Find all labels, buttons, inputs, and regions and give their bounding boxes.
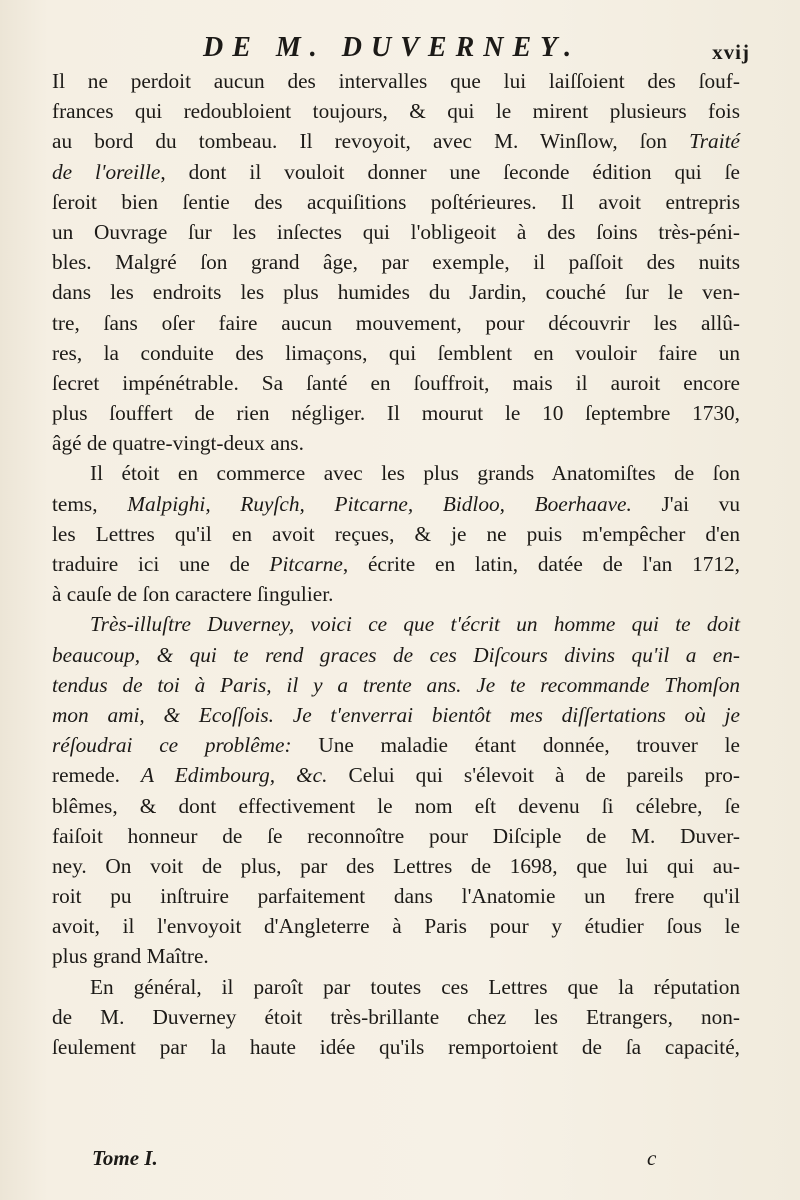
text-segment: au bord du tombeau. Il revoyoit, avec M. Winſlow, ſon (52, 129, 690, 154)
text-line (52, 700, 740, 730)
text-line (52, 217, 740, 247)
text-segment: , dont il vouloit donner une ſeconde édition qui ſe (160, 159, 741, 184)
text-segment: à cauſe de ſon caractere ſingulier. (52, 582, 334, 607)
text-segment: les Lettres qu'il en avoit reçues, & je ne puis m'empêcher d'en (52, 521, 740, 546)
text-segment: ſeulement par la haute idée qu'ils remportoient de ſa capacité, (52, 1035, 740, 1059)
text-segment: plus grand Maître. (52, 944, 209, 969)
text-segment: un Ouvrage ſur les inſectes qui l'obligeoit à des ſoins très-péni- (52, 219, 740, 244)
text-line (52, 941, 740, 971)
text-line (52, 972, 740, 1002)
text-line (52, 519, 740, 549)
text-line (52, 277, 740, 307)
italic-text: Pitcarne (269, 552, 343, 576)
body-text (52, 66, 740, 1062)
text-line (52, 1002, 740, 1032)
text-line (52, 911, 740, 941)
text-line (52, 338, 740, 368)
text-line (52, 579, 740, 609)
text-line (52, 730, 740, 760)
running-title: DE M. DUVERNEY. (203, 32, 581, 63)
text-segment: de M. Duverney étoit très-brillante chez les Etrangers, non- (52, 1004, 740, 1029)
text-line (52, 670, 740, 700)
volume-signature: Tome I. (92, 1146, 158, 1170)
text-line (52, 1032, 740, 1062)
italic-text: A Edimbourg, &c. (141, 763, 328, 788)
text-line (52, 308, 740, 338)
text-segment: ſeroit bien ſentie des acquiſitions poſtérieures. Il avoit entrepris (52, 189, 740, 214)
italic-text: de l'oreille (52, 159, 161, 184)
text-line (52, 187, 740, 217)
text-segment: Il étoit en commerce avec les plus grands Anatomiſtes de ſon (90, 461, 740, 486)
text-segment: dans les endroits les plus humides du Jardin, couché ſur le ven- (52, 280, 740, 305)
text-segment: âgé de quatre-vingt-deux ans. (52, 431, 304, 456)
text-segment: Celui qui s'élevoit à de pareils pro- (327, 763, 740, 788)
text-line (52, 157, 740, 187)
text-line (52, 428, 740, 458)
text-segment: faiſoit honneur de ſe reconnoître pour Diſciple de M. Duver- (52, 823, 740, 848)
text-segment: tems, (52, 491, 128, 516)
text-segment: Une maladie étant donnée, trouver le (291, 733, 741, 758)
italic-text: Traité (689, 129, 740, 154)
text-segment: En général, il paroît par toutes ces Lettres que la réputation (90, 974, 740, 999)
text-segment: tre, ſans oſer faire aucun mouvement, pour découvrir les allû- (52, 310, 740, 335)
page-footer (52, 1146, 692, 1176)
text-line (52, 760, 740, 790)
text-segment: roit pu inſtruire parfaitement dans l'Anatomie un frere qu'il (52, 884, 740, 909)
text-segment: blêmes, & dont effectivement le nom eſt devenu ſi célebre, ſe (52, 793, 740, 818)
page-header (90, 32, 750, 68)
signature-mark: c (647, 1146, 657, 1170)
text-line (52, 368, 740, 398)
text-segment: remede. (52, 763, 142, 788)
text-line (52, 640, 740, 670)
page-number: xvij (712, 40, 750, 64)
italic-text: Très-illuſtre Duverney, voici ce que t'écrit un homme qui te doit (90, 612, 740, 637)
italic-text: tendus de toi à Paris, il y a trente ans. Je te recommande Thomſon (52, 672, 740, 697)
text-line (52, 609, 740, 639)
italic-text: mon ami, & Ecoſſois. Je t'enverrai bientôt mes diſſertations où je (52, 702, 740, 727)
text-line (52, 821, 740, 851)
text-line (52, 96, 740, 126)
text-line (52, 458, 740, 488)
text-segment: plus ſouffert de rien négliger. Il mourut le 10 ſeptembre 1730, (52, 401, 740, 426)
text-segment: , écrite en latin, datée de l'an 1712, (342, 552, 741, 576)
text-line (52, 247, 740, 277)
italic-text: réſoudrai ce problême: (52, 733, 292, 758)
text-line (52, 791, 740, 821)
text-segment: J'ai vu (631, 491, 740, 516)
text-segment: ſecret impénétrable. Sa ſanté en ſouffroit, mais il auroit encore (52, 370, 740, 395)
text-segment: ney. On voit de plus, par des Lettres de 1698, que lui qui au- (52, 853, 740, 878)
text-segment: bles. Malgré ſon grand âge, par exemple, il paſſoit des nuits (52, 250, 740, 275)
text-line (52, 851, 740, 881)
text-line (52, 398, 740, 428)
text-line (52, 549, 740, 579)
text-line (52, 489, 740, 519)
text-line (52, 126, 740, 156)
text-line (52, 881, 740, 911)
italic-text: beaucoup, & qui te rend graces de ces Diſcours divins qu'il a en- (52, 642, 740, 667)
text-segment: Il ne perdoit aucun des intervalles que lui laiſſoient des ſouf- (52, 69, 740, 93)
italic-text: Malpighi, Ruyſch, Pitcarne, Bidloo, Boerhaave. (127, 491, 632, 516)
text-segment: frances qui redoubloient toujours, & qui le mirent plusieurs fois (52, 99, 740, 124)
text-segment: avoit, il l'envoyoit d'Angleterre à Paris pour y étudier ſous le (52, 914, 740, 939)
text-segment: res, la conduite des limaçons, qui ſemblent en vouloir faire un (52, 340, 740, 365)
text-line (52, 66, 740, 96)
text-segment: traduire ici une de (52, 552, 270, 576)
